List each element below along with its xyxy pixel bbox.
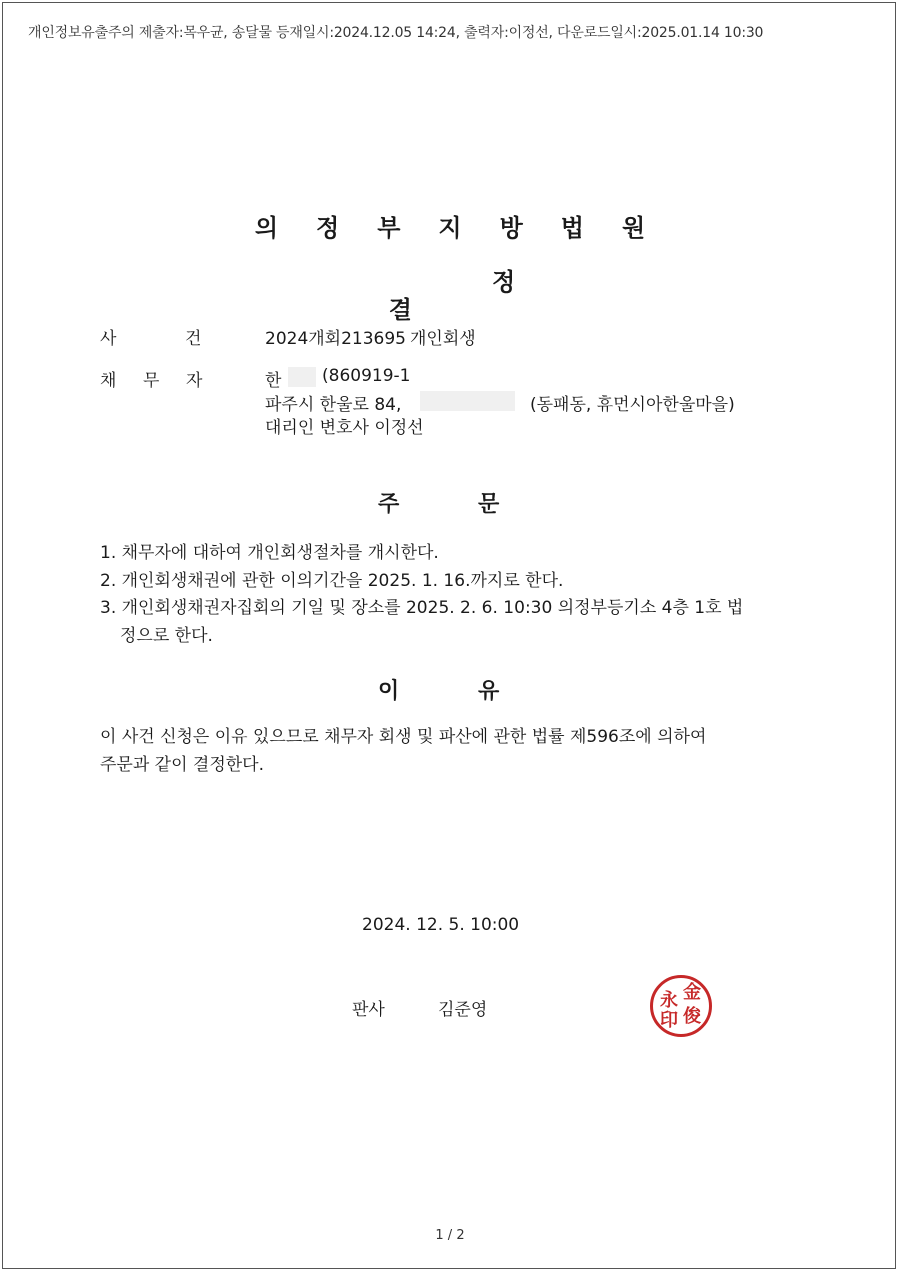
order-heading-2: 문 [478,492,500,517]
court-name: 의정부지방법원 [254,214,684,242]
judge-seal [650,975,712,1037]
seal-char: 印 [660,1010,678,1031]
debtor-label-3: 자 [186,371,203,391]
order-heading-1: 주 [378,492,400,517]
debtor-label-2: 무 [143,371,160,391]
document-header-info: 개인정보유출주의 제출자:목우균, 송달물 등재일시:2024.12.05 14:24, 출력자:이정선, 다운로드일시:2025.01.14 10:30 [28,25,764,41]
decision-datetime: 2024. 12. 5. 10:00 [362,915,520,935]
reason-heading-1: 이 [378,679,400,704]
seal-char: 永 [660,990,678,1011]
reason-text-line: 주문과 같이 결정한다. [100,755,265,775]
order-item-continuation: 정으로 한다. [120,626,213,646]
case-label-2: 건 [185,329,202,349]
reason-text-line: 이 사건 신청은 이유 있으므로 채무자 회생 및 파산에 관한 법률 제596조에 의하여 [100,727,707,747]
order-item: 3. 개인회생채권자집회의 기일 및 장소를 2025. 2. 6. 10:30 의정부등기소 4층 1호 법 [100,598,744,618]
document-title-right: 정 [492,268,516,296]
redaction-mark [288,367,316,387]
page-number: 1 / 2 [435,1228,465,1243]
case-label-1: 사 [100,329,117,349]
document-title-left: 결 [388,296,412,324]
debtor-name: 한 [265,371,282,391]
debtor-id: (860919-1 [322,366,411,386]
judge-title: 판사 [352,1000,385,1020]
debtor-label-1: 채 [100,371,117,391]
case-number: 2024개회213695 [265,329,407,349]
seal-char: 金 [683,982,701,1003]
debtor-address-street: 파주시 한울로 84, [265,395,402,415]
redaction-mark [420,391,515,411]
seal-char: 俊 [683,1006,701,1027]
debtor-agent: 대리인 변호사 이정선 [265,418,424,438]
judge-name: 김준영 [438,1000,488,1020]
case-type: 개인회생 [410,329,476,349]
debtor-address-detail: (동패동, 휴먼시아한울마을) [530,395,735,415]
reason-heading-2: 유 [478,679,500,704]
order-item: 1. 채무자에 대하여 개인회생절차를 개시한다. [100,543,439,563]
order-item: 2. 개인회생채권에 관한 이의기간을 2025. 1. 16.까지로 한다. [100,571,564,591]
